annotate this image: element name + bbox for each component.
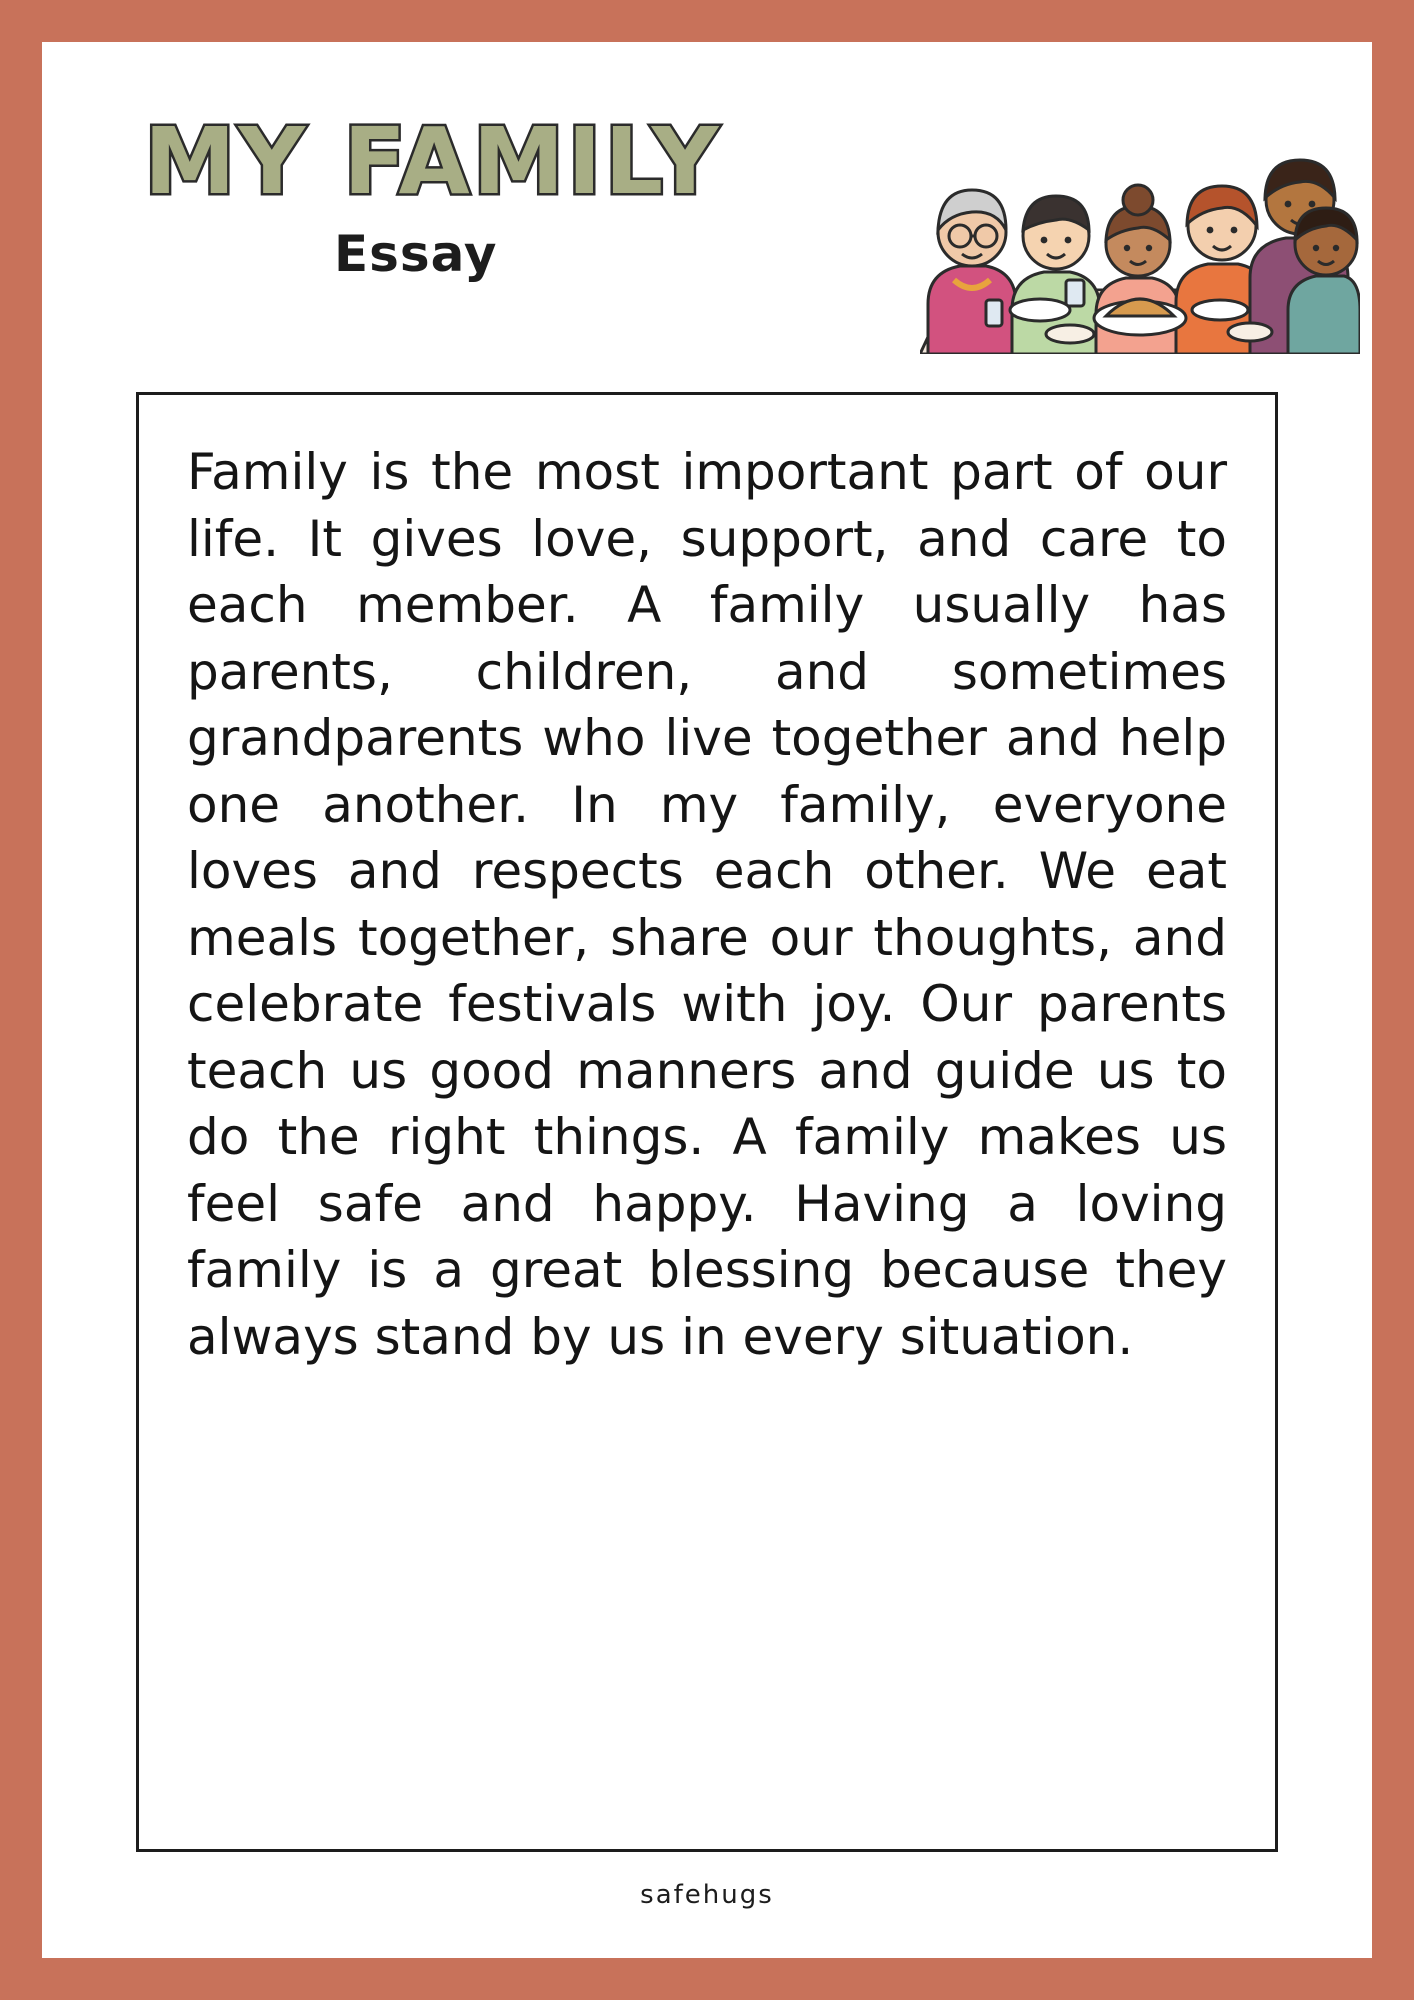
brand-footer: safehugs — [640, 1880, 774, 1910]
title-block — [144, 108, 884, 283]
essay-text: Family is the most important part of our life. It gives love, support, and care to each member. A family usually has parents, children, and sometimes grandparents who live together and help one another. In my family, everyone loves and respects each other. We eat meals together, share our thoughts, and celebrate festivals with joy. Our parents teach us good manners and guide us to do the right things. A family makes us feel safe and happy. Having a loving family is a great blessing because they always stand by us in every situation. — [187, 443, 1227, 1366]
essay-body-box — [136, 392, 1278, 1852]
page-subtitle: Essay — [334, 224, 498, 283]
poster-sheet — [42, 42, 1372, 1958]
family-dinner-illustration — [920, 104, 1360, 354]
poster-header — [42, 42, 1372, 362]
page-title: MY FAMILY — [144, 108, 722, 215]
